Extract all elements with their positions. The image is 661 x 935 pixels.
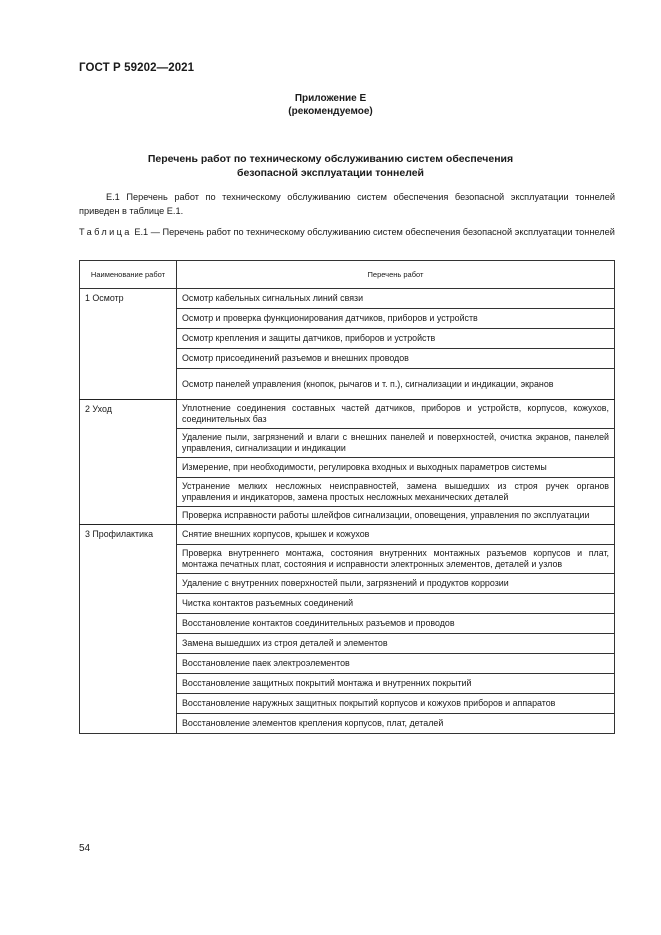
table-cell: Измерение, при необходимости, регулировка входных и выходных параметров системы: [177, 458, 615, 478]
section-title: [0, 152, 661, 180]
table-cell: Восстановление паек электроэлементов: [177, 654, 615, 674]
table-cell: Восстановление контактов соединительных разъемов и проводов: [177, 614, 615, 634]
table-cell: Устранение мелких несложных неисправностей, замена вышедших из строя ручек органов управления и индикаторов, замена простых несложных механических деталей: [177, 478, 615, 507]
table-cell: Снятие внешних корпусов, крышек и кожухов: [177, 525, 615, 545]
table-row: [80, 400, 615, 429]
appendix-status: (рекомендуемое): [288, 106, 373, 117]
table-cell: Уплотнение соединения составных частей датчиков, приборов и устройств, корпусов, кожухов, соединительных баз: [177, 400, 615, 429]
table-cell: Удаление с внутренних поверхностей пыли, загрязнений и продуктов коррозии: [177, 574, 615, 594]
page-number: 54: [79, 843, 91, 854]
header-work-name: Наименование работ: [80, 261, 177, 289]
table-cell: Чистка контактов разъемных соединений: [177, 594, 615, 614]
works-table: [79, 260, 615, 734]
table-caption-text: Е.1 — Перечень работ по техническому обслуживанию систем обеспечения безопасной эксплуатации тоннелей: [131, 227, 615, 237]
table-header-row: [80, 261, 615, 289]
table-cell: Замена вышедших из строя деталей и элементов: [177, 634, 615, 654]
section-title-line1: Перечень работ по техническому обслуживанию систем обеспечения: [147, 153, 514, 165]
standard-id: ГОСТ Р 59202—2021: [79, 62, 195, 74]
group-name: 2 Уход: [80, 400, 177, 525]
table-caption: [79, 226, 615, 238]
table-cell: Восстановление наружных защитных покрытий корпусов и кожухов приборов и аппаратов: [177, 694, 615, 714]
table-cell: Осмотр кабельных сигнальных линий связи: [177, 289, 615, 309]
table-cell: Восстановление элементов крепления корпусов, плат, деталей: [177, 714, 615, 734]
table-cell: Проверка исправности работы шлейфов сигнализации, оповещения, управления по эксплуатации: [177, 507, 615, 525]
group-name: 1 Осмотр: [80, 289, 177, 400]
group-name: 3 Профилактика: [80, 525, 177, 734]
section-title-line2: безопасной эксплуатации тоннелей: [236, 167, 425, 179]
table-cell: Осмотр крепления и защиты датчиков, приборов и устройств: [177, 329, 615, 349]
table-cell: Осмотр присоединений разъемов и внешних проводов: [177, 349, 615, 369]
table-cell: Осмотр панелей управления (кнопок, рычагов и т. п.), сигнализации и индикации, экранов: [177, 369, 615, 400]
table-cell: Осмотр и проверка функционирования датчиков, приборов и устройств: [177, 309, 615, 329]
appendix-title: Приложение Е: [294, 93, 367, 104]
table-cell: Удаление пыли, загрязнений и влаги с внешних панелей и поверхностей, очистка экранов, панелей управления, сигнализации и индикации: [177, 429, 615, 458]
table-cell: Проверка внутреннего монтажа, состояния внутренних монтажных разъемов корпусов и плат, монтажа печатных плат, состояния и исправности электронных элементов, деталей и узлов: [177, 545, 615, 574]
table-row: [80, 525, 615, 545]
table-cell: Восстановление защитных покрытий монтажа и внутренних покрытий: [177, 674, 615, 694]
appendix-heading: [0, 92, 661, 118]
header-work-list: Перечень работ: [177, 261, 615, 289]
table-caption-prefix: Таблица: [79, 227, 132, 237]
table-row: [80, 289, 615, 309]
intro-paragraph: Е.1 Перечень работ по техническому обслуживанию систем обеспечения безопасной эксплуатации тоннелей приведен в таблице Е.1.: [79, 192, 615, 216]
